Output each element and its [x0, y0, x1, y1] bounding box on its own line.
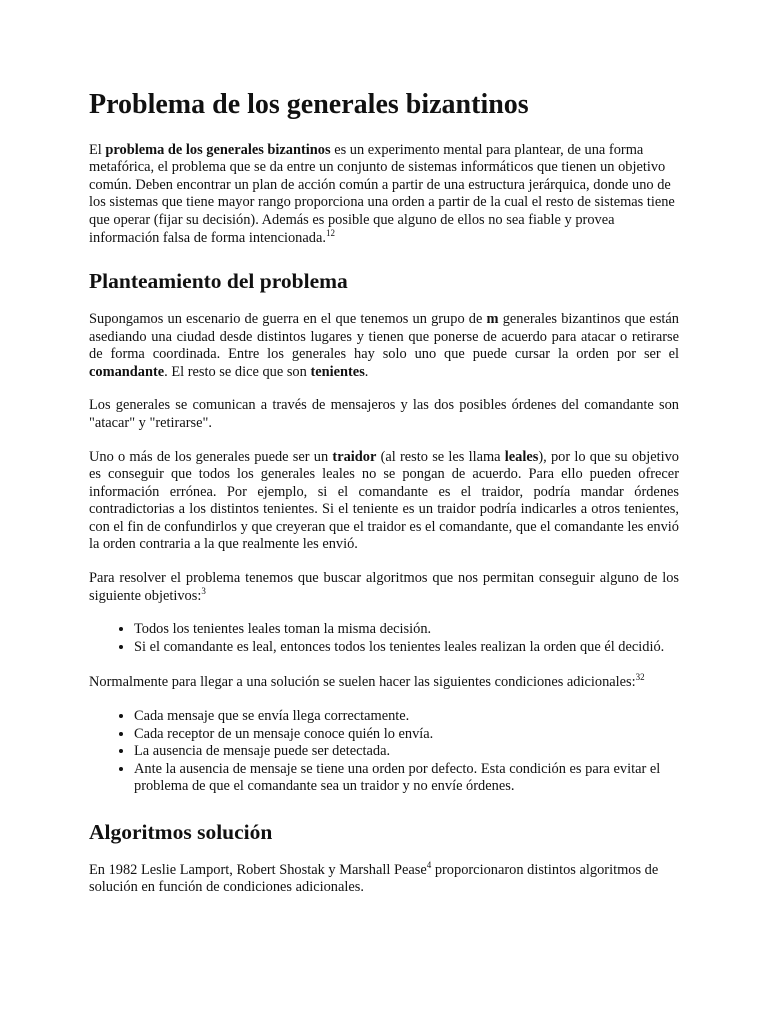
intro-paragraph — [89, 142, 679, 248]
algorithms-text-2: proporcionaron distintos algoritmos de solución en función de condiciones adicionales. — [89, 861, 659, 896]
tenientes-bold: tenientes — [310, 363, 365, 380]
footnote-ref[interactable]: 32 — [635, 672, 645, 683]
leales-bold: leales — [504, 448, 539, 465]
footnote-ref[interactable]: 12 — [325, 227, 335, 238]
section-heading-algoritmos: Algoritmos solución — [89, 820, 273, 845]
intro-text-1: El — [89, 141, 106, 158]
objectives-intro-paragraph — [89, 570, 679, 605]
conditions-list — [89, 708, 679, 796]
traitor-text-1: Uno o más de los generales puede ser un — [89, 448, 333, 465]
list-item: • Cada mensaje que se envía llega correctamente. — [134, 708, 679, 726]
footnote-ref[interactable]: 4 — [426, 859, 432, 870]
scenario-paragraph — [89, 311, 679, 381]
messengers-paragraph: Los generales se comunican a través de mensajeros y las dos posibles órdenes del comandante son "atacar" y "retirarse". — [89, 397, 679, 431]
scenario-text-4: . — [364, 363, 369, 380]
algorithms-text-1: En 1982 Leslie Lamport, Robert Shostak y Marshall Pease — [89, 861, 427, 878]
conditions-intro-text: Normalmente para llegar a una solución se suelen hacer las siguientes condiciones adicionales: — [89, 674, 636, 691]
intro-term-bold: problema de los generales bizantinos — [105, 141, 331, 158]
scenario-text-3: . El resto se dice que son — [164, 363, 311, 380]
scenario-text-1: Supongamos un escenario de guerra en el que tenemos un grupo de — [89, 310, 487, 327]
objectives-list — [89, 621, 679, 656]
scenario-text-2: generales bizantinos que están asediando una ciudad desde distintos lugares y tienen que ponerse de acuerdo para atacar o retirarse de forma coordinada. Entre los generales hay solo uno que puede cursar la orden por ser el — [89, 310, 679, 363]
intro-text-2: es un experimento mental para plantear, de una forma metafórica, el problema que se da entre un conjunto de sistemas informáticos que tienen un objetivo común. Deben encontrar un plan de acción común a partir de una estructura jerárquica, donde uno de los sistemas que tiene mayor rango proporciona una orden a partir de la cual el resto de sistemas tiene que operar (fijar su decisión). Además es posible que alguno de ellos no sea fiable y provea información falsa de forma intencionada. — [89, 141, 675, 246]
page-title: Problema de los generales bizantinos — [89, 89, 529, 120]
traitor-text-3: ), por lo que su objetivo es conseguir que todos los generales leales no se pongan de acuerdo. Para ello pueden ofrecer información errónea. Por ejemplo, si el comandante es el traidor, podría mandar órdenes contradictorias a los distintos tenientes. Si el teniente es un traidor podría indicarles a otros tenientes, con el fin de confundirlos y que creyeran que el traidor es el comandante, que el comandante les envió la orden contraria a la que realmente les envió. — [89, 448, 679, 553]
section-heading-planteamiento: Planteamiento del problema — [89, 269, 348, 294]
list-item: • Si el comandante es leal, entonces todos los tenientes leales realizan la orden que él decidió. — [134, 639, 679, 657]
list-item: • Ante la ausencia de mensaje se tiene una orden por defecto. Esta condición es para evitar el problema de que el comandante sea un traidor y no envíe órdenes. — [134, 761, 679, 796]
scenario-m-bold: m — [486, 310, 499, 327]
objectives-intro-text: Para resolver el problema tenemos que buscar algoritmos que nos permitan conseguir alguno de los siguiente objetivos: — [89, 570, 679, 604]
traitor-text-2: (al resto se les llama — [376, 448, 505, 465]
comandante-bold: comandante — [89, 363, 165, 380]
algorithms-paragraph — [89, 859, 679, 897]
conditions-intro-paragraph — [89, 674, 679, 692]
list-item: • Cada receptor de un mensaje conoce quién lo envía. — [134, 726, 679, 744]
list-item: • La ausencia de mensaje puede ser detectada. — [134, 743, 679, 761]
footnote-ref[interactable]: 3 — [201, 585, 206, 596]
traitor-paragraph — [89, 449, 679, 555]
list-item: • Todos los tenientes leales toman la misma decisión. — [134, 621, 679, 639]
traidor-bold: traidor — [332, 448, 377, 465]
